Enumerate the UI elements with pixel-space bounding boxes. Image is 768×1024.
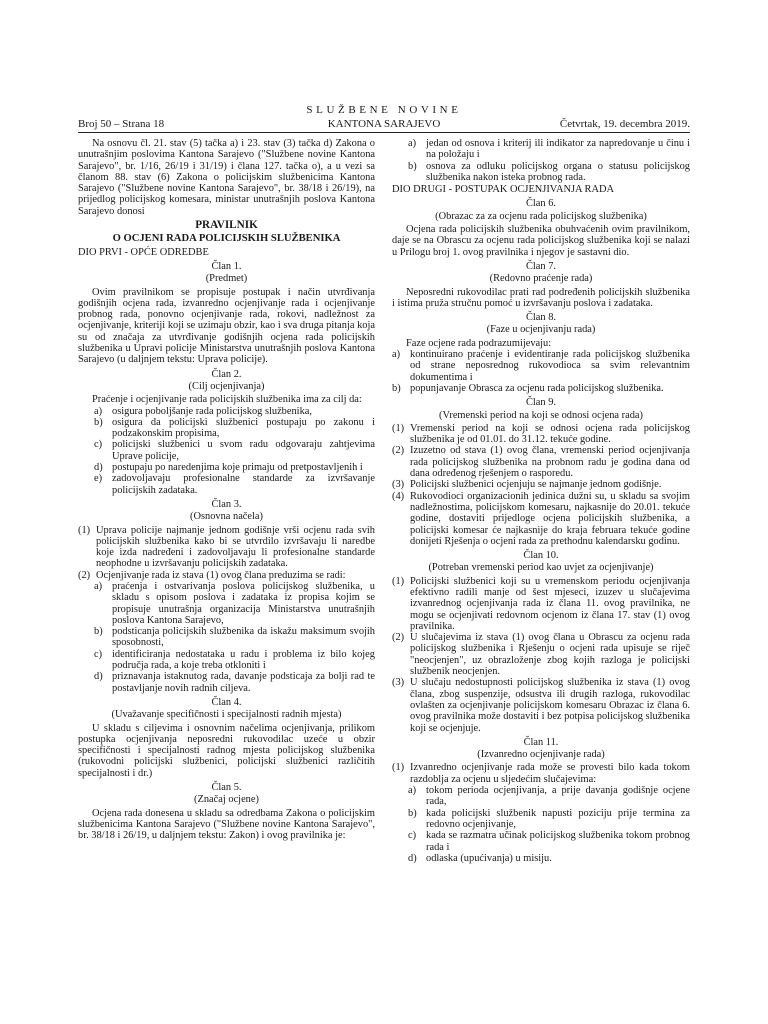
header-rule bbox=[78, 132, 690, 133]
article-title: (Obrazac za za ocjenu rada policijskog službenika) bbox=[435, 210, 647, 222]
list-item: (2) U slučajevima iz stava (1) ovog člana u Obrascu za ocjenu rada policijskog službenika i Rješenju o ocjeni rada upisuje se riječ "neocjenjen", uz obrazloženje zbog kojih razloga je policijski službenik neocjenjen. bbox=[392, 632, 690, 678]
list-item: b) popunjavanje Obrasca za ocjenu rada policijskog službenika. bbox=[392, 382, 664, 394]
article-text: Ocjena rada donesena u skladu sa odredbama Zakona o policijskim službenicima Kantona Sarajevo ("Službene novine Kantona Sarajevo", br. 38/18 i 26/19, u daljnjem tekstu: Zakon) i ovog pravilnika je: bbox=[78, 807, 375, 842]
item-list bbox=[78, 406, 375, 496]
list-item: d) postupaju po naredenjima koje primaju od pretpostavljenih i bbox=[94, 462, 363, 474]
article-number: Član 10. bbox=[523, 550, 559, 562]
masthead: SLUŽBENE NOVINE bbox=[306, 104, 462, 116]
paragraph-list bbox=[392, 762, 690, 864]
list-item: d) priznavanja istaknutog rada, davanje podsticaja za bolji rad te postavljanje novih radnih ciljeva. bbox=[94, 671, 375, 694]
list-item: a) osigura poboljšanje rada policijskog službenika, bbox=[94, 405, 312, 417]
list-item: a) jedan od osnova i kriterij ili indikator za napredovanje u činu i na položaju i bbox=[408, 138, 690, 161]
article-title: (Redovno praćenje rada) bbox=[489, 273, 593, 285]
article-number: Član 9. bbox=[525, 397, 556, 409]
publication-name: KANTONA SARAJEVO bbox=[327, 118, 441, 130]
article-number: Član 4. bbox=[211, 696, 242, 708]
left-column bbox=[78, 138, 375, 842]
article-title: (Potreban vremenski period kao uvjet za ocjenjivanje) bbox=[428, 562, 654, 574]
document-subtitle: O OCJENI RADA POLICIJSKIH SLUŽBENIKA bbox=[112, 233, 341, 245]
article-title: (Vremenski period na koji se odnosi ocjena rada) bbox=[439, 409, 643, 421]
part-heading: DIO DRUGI - POSTUPAK OCJENJIVANJA RADA bbox=[392, 184, 614, 196]
paragraph-list bbox=[392, 576, 690, 734]
list-item: a) tokom perioda ocjenjivanja, a prije davanja godišnje ocjene rada, bbox=[408, 785, 690, 808]
list-item: (1) Izvanredno ocjenjivanje rada može se provesti bilo kada tokom razdoblja za ocjenu u sljedećim slučajevima: bbox=[392, 762, 690, 785]
article-title: (Faze u ocjenjivanju rada) bbox=[486, 324, 596, 336]
article-title: (Uvažavanje specifičnosti i specijalnosti radnih mjesta) bbox=[111, 709, 342, 721]
article-text: Praćenje i ocjenjivanje rada policijskih službenika ima za cilj da: bbox=[92, 394, 362, 406]
list-item: (1) Uprava policije najmanje jednom godišnje vrši ocjenu rada svih policijskih službenika kako bi se utvrdilo izvršavaju li naredbe koje izda nadređeni i zadovoljavaju li profesionalne standarde neophodne u izvršavanju policijskih zadataka. bbox=[78, 524, 375, 570]
list-item: c) kada se razmatra učinak policijskog službenika tokom probnog rada i bbox=[408, 830, 690, 853]
paragraph-list bbox=[78, 525, 375, 694]
article-number: Član 1. bbox=[211, 260, 242, 272]
article-number: Član 6. bbox=[525, 198, 556, 210]
paragraph-list bbox=[392, 423, 690, 547]
article-number: Član 7. bbox=[525, 260, 556, 272]
list-item: (1) Policijski službenici koji su u vremenskom periodu ocjenjivanja efektivno radili manje od šest mjeseci, izuzev u slučajevima izvanrednog ocjenjivanja rada iz člana 11. ovog pravilnika, ne mogu se ocjenjivati redovnom ocjenom iz člana 17. stav (1) ovog pravilnika. bbox=[392, 575, 690, 632]
list-item: b) osigura da policijski službenici postupaju po zakonu i podzakonskim propisima, bbox=[94, 416, 375, 440]
list-item: (4) Rukovodioci organizacionih jedinica dužni su, u skladu sa svojim nadležnostima, policijskom komesaru, najkasnije do 20.01. tekuće godine, dostaviti prijedloge ocjena policijskih službenika, a policijski komesar će najkasnije do kraja februara tekuće godine donijeti Rješenja o ocjeni rada za prethodnu kalendarsku godinu. bbox=[392, 490, 690, 547]
list-item: (2) Ocjenjivanje rada iz stava (1) ovog člana preduzima se radi: bbox=[78, 569, 346, 581]
preamble: Na osnovu čl. 21. stav (5) tačka a) i 23. stav (3) tačka d) Zakona o unutrašnjim poslovima Kantona Sarajevo ("Službene novine Kantona Sarajevo", br. 1/16, 26/19 i 31/19) i člana 127. tačka o), a u vezi sa članom 88. stav (6) Zakona o policijskim službenicima Kantona Sarajevo ("Službene novine Kantona Sarajevo", br. 38/18 i 26/19), na prijedlog policijskog komesara, ministar unutrašnjih poslova Kantona Sarajevo donosi bbox=[78, 138, 375, 217]
list-item: (2) Izuzetno od stava (1) ovog člana, vremenski period ocjenjivanja rada policijskog službenika na probnom radu je godina dana od dana određenog rješenjem o rasporedu. bbox=[392, 445, 690, 480]
article-number: Član 2. bbox=[211, 368, 242, 380]
list-item: b) podsticanja policijskih službenika da iskažu maksimum svojih sposobnosti, bbox=[94, 626, 375, 649]
item-list bbox=[392, 349, 690, 394]
list-item: b) osnova za odluku policijskog organa o statusu policijskog službenika nakon isteka probnog rada. bbox=[408, 160, 690, 183]
right-column bbox=[392, 138, 690, 864]
issue-date: Četvrtak, 19. decembra 2019. bbox=[559, 118, 690, 130]
list-item: a) praćenja i ostvarivanja poslova policijskog službenika, u skladu s opisom poslova i zadataka iz propisa kojim se propisuje unutrašnja organizacija Ministarstva unutrašnjih poslova Kantona Sarajevo, bbox=[94, 580, 375, 626]
article-text: Faze ocjene rada podrazumijevaju: bbox=[406, 337, 552, 349]
list-item: e) zadovoljavaju profesionalne standarde za izvršavanje policijskih zadataka. bbox=[94, 473, 375, 496]
list-item: c) policijski službenici u svom radu odgovaraju zahtjevima Uprave policije, bbox=[94, 439, 375, 462]
article-title: (Predmet) bbox=[205, 273, 248, 285]
part-heading: DIO PRVI - OPĆE ODREDBE bbox=[78, 246, 209, 258]
list-item: a) kontinuirano praćenje i evidentiranje rada policijskog službenika od strane neposrednog rukovodioca sa svim relevantnim dokumentima i bbox=[392, 349, 690, 383]
article-text: Ocjena rada policijskih službenika obuhvaćenih ovim pravilnikom, daje se na Obrascu za ocjenu rada policijskog službenika koji se nalazi u Prilogu broj 1. ovog pravilnika i njegov je sastavni dio. bbox=[392, 224, 690, 258]
article-title: (Izvanredno ocjenjivanje rada) bbox=[477, 749, 605, 761]
list-item: (3) Policijski službenici ocjenjuju se najmanje jednom godišnje. bbox=[392, 479, 662, 491]
issue-number: Broj 50 – Strana 18 bbox=[78, 118, 165, 130]
document-title: PRAVILNIK bbox=[195, 219, 258, 232]
article-number: Član 8. bbox=[525, 312, 556, 324]
list-item: (1) Vremenski period na koji se odnosi ocjena rada policijskog službenika je od 01.01. do 31.12. tekuće godine. bbox=[392, 422, 690, 446]
item-list bbox=[392, 138, 690, 183]
list-item: b) kada policijski službenik napusti poziciju prije termina za redovno ocjenjivanje, bbox=[408, 807, 690, 830]
article-number: Član 5. bbox=[211, 782, 242, 794]
article-title: (Cilj ocjenjivanja) bbox=[188, 380, 265, 392]
article-number: Član 11. bbox=[523, 736, 559, 748]
article-title: (Osnovna načela) bbox=[190, 511, 263, 523]
article-title: (Značaj ocjene) bbox=[194, 794, 259, 806]
article-number: Član 3. bbox=[211, 498, 242, 510]
list-item: c) identificiranja nedostataka u radu i problema iz bilo kojeg područja rada, a koje treba otkloniti i bbox=[94, 648, 375, 672]
article-text: U skladu s ciljevima i osnovnim načelima ocjenjivanja, prilikom postupka ocjenjivanja neposredni rukovodilac uzeće u obzir specifičnosti i specijalnosti radnog mjesta policijskog službenika (rukovodni policijski službenici, policijski službenici različitih specijalnosti i dr.) bbox=[78, 722, 375, 779]
article-text: Neposredni rukovodilac prati rad podređenih policijskih službenika i istima pruža stručnu pomoć u izvršavanju poslova i zadataka. bbox=[392, 286, 690, 309]
list-item: (3) U slučaju nedostupnosti policijskog službenika iz stava (1) ovog člana, zbog suspenzije, odsustva ili drugih razloga, rukovodilac ovlašten za ocjenjivanje policijskom komesaru Obrazac iz člana 6. ovog pravilnika može dostaviti i bez potpisa policijskog službenika koji se ocjenjuje. bbox=[392, 677, 690, 734]
list-item: d) odlaska (upućivanja) u misiju. bbox=[408, 852, 552, 864]
article-text: Ovim pravilnikom se propisuje postupak i način utvrđivanja godišnjih ocjena rada, izvanredno ocjenjivanje rada i ocjenjivanje probnog rada, ponovno ocjenjivanje rada, rokovi, nadležnost za ocjenjivanje, kriteriji koji se uzimaju obzir, kao i sva druga pitanja koja su od značaja za utvrđivanje godišnjih ocjena rada policijskih službenika u Upravi policije Ministarstva unutrašnjih poslova Kantona Sarajevo (u daljnjem tekstu: Uprava policije). bbox=[78, 286, 375, 366]
